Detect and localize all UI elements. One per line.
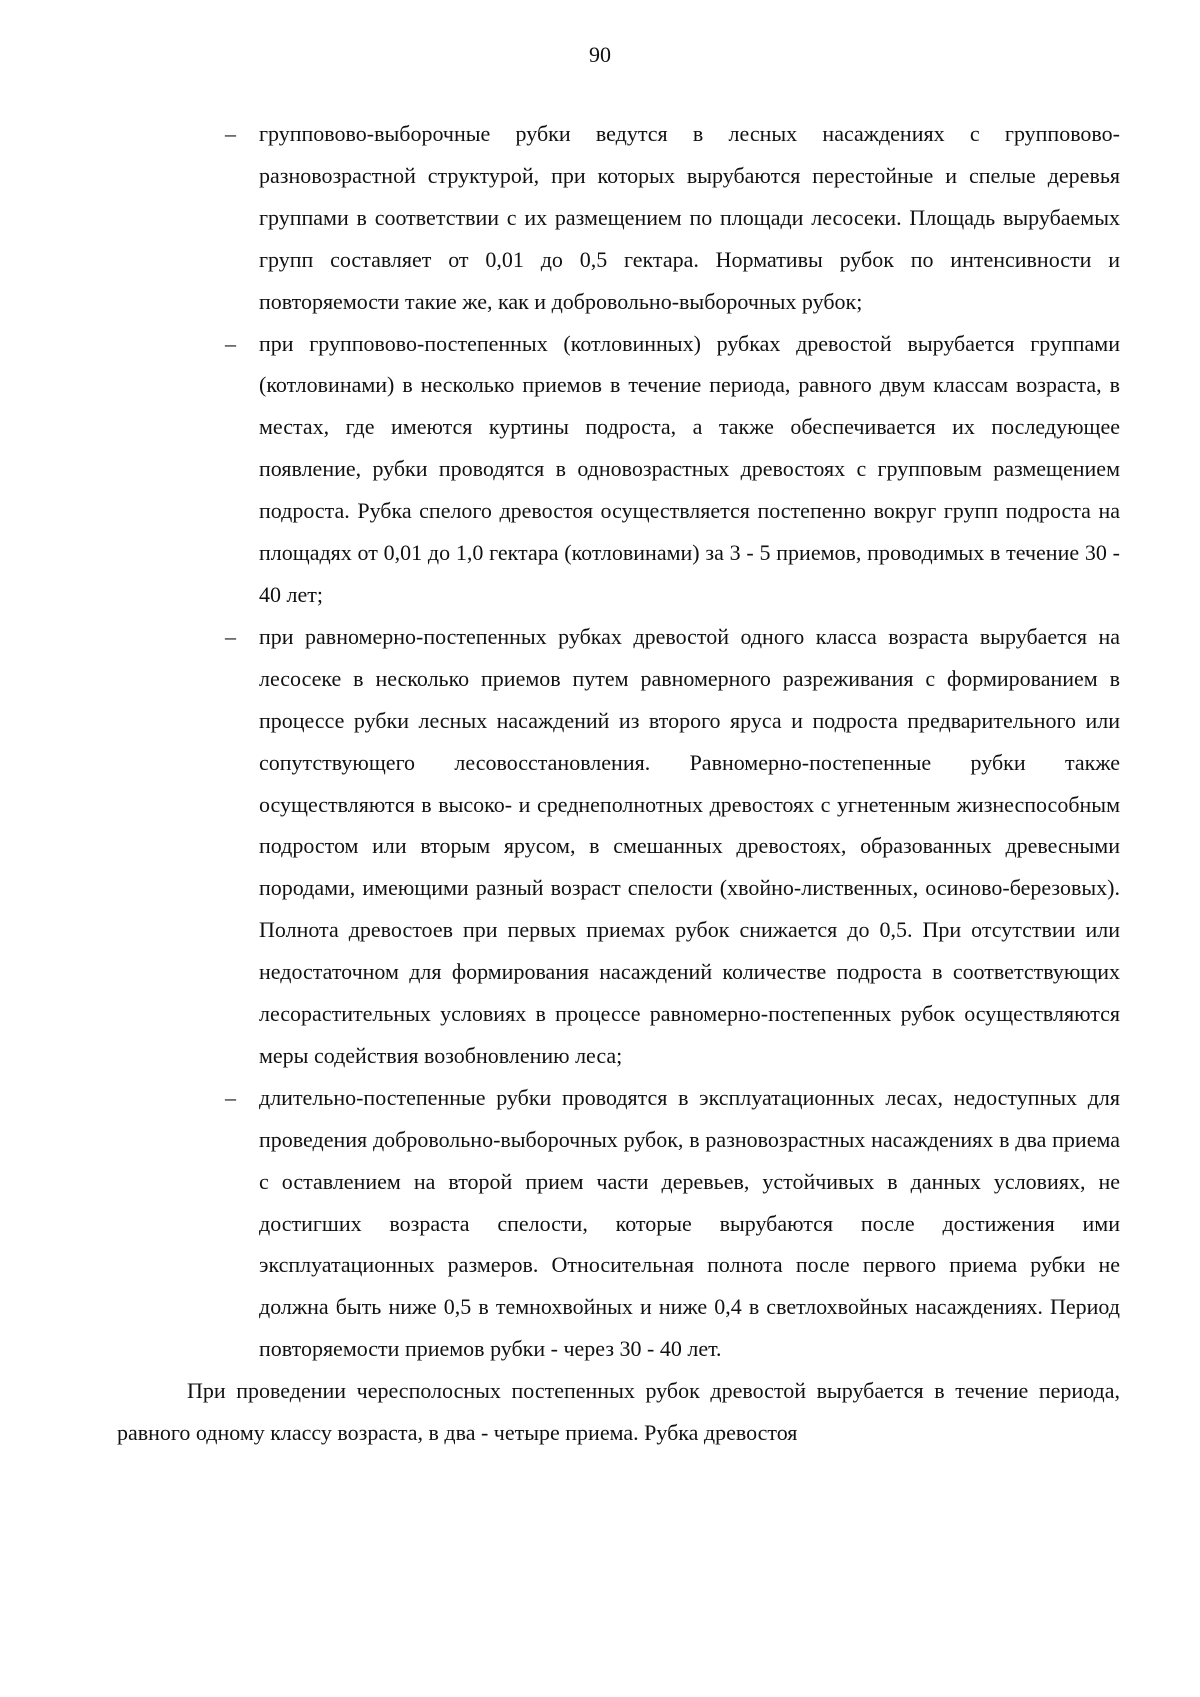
dash-bullet-icon: – — [225, 121, 236, 146]
list-item — [117, 323, 1120, 616]
dash-bullet-icon: – — [225, 330, 236, 356]
list-item — [117, 1077, 1120, 1370]
body-paragraph: При проведении чересполосных постепенных рубок древостой вырубается в течение периода, равного одному классу возраста, в два - четыре приема. Рубка древостоя — [117, 1378, 1120, 1446]
dash-bullet-icon: – — [225, 1084, 236, 1110]
list-item — [117, 113, 1120, 323]
bullet-list — [117, 113, 1120, 1370]
page-number: 90 — [589, 42, 611, 67]
list-item — [117, 616, 1120, 1077]
document-body — [117, 113, 1120, 1454]
dash-bullet-icon: – — [225, 623, 236, 649]
list-item-text: длительно-постепенные рубки проводятся в эксплуатационных лесах, недоступных для проведения добровольно-выборочных рубок, в разновозрастных насаждениях в два приема с оставлением на второй прием части деревьев, устойчивых в данных условиях, не достигших возраста спелости, которые вырубаются после достижения ими эксплуатационных размеров. Относительная полнота после первого приема рубки не должна быть ниже 0,5 в темнохвойных и ниже 0,4 в светлохвойных насаждениях. Период повторяемости приемов рубки - через 30 - 40 лет. — [259, 1084, 1120, 1362]
list-item-text: при групповово-постепенных (котловинных) рубках древостой вырубается группами (котловинами) в несколько приемов в течение периода, равного двум классам возраста, в местах, где имеются куртины подроста, а также обеспечивается их последующее появление, рубки проводятся в одновозрастных древостоях с групповым размещением подроста. Рубка спелого древостоя осуществляется постепенно вокруг групп подроста на площадях от 0,01 до 1,0 гектара (котловинами) за 3 - 5 приемов, проводимых в течение 30 - 40 лет; — [259, 330, 1120, 607]
list-item-text: при равномерно-постепенных рубках древостой одного класса возраста вырубается на лесосеке в несколько приемов путем равномерного разреживания с формированием в процессе рубки лесных насаждений из второго яруса и подроста предварительного или сопутствующего лесовосстановления. Равномерно-постепенные рубки также осуществляются в высоко- и среднеполнотных древостоях с угнетенным жизнеспособным подростом или вторым ярусом, в смешанных древостоях, образованных древесными породами, имеющими разный возраст спелости (хвойно-лиственных, осиново-березовых). Полнота древостоев при первых приемах рубок снижается до 0,5. При отсутствии или недостаточном для формирования насаждений количестве подроста в соответствующих лесорастительных условиях в процессе равномерно-постепенных рубок осуществляются меры содействия возобновлению леса; — [259, 623, 1120, 1068]
list-item-text: групповово-выборочные рубки ведутся в лесных насаждениях с групповово-разновозрастной структурой, при которых вырубаются перестойные и спелые деревья группами в соответствии с их размещением по площади лесосеки. Площадь вырубаемых групп составляет от 0,01 до 0,5 гектара. Нормативы рубок по интенсивности и повторяемости такие же, как и добровольно-выборочных рубок; — [259, 121, 1120, 314]
